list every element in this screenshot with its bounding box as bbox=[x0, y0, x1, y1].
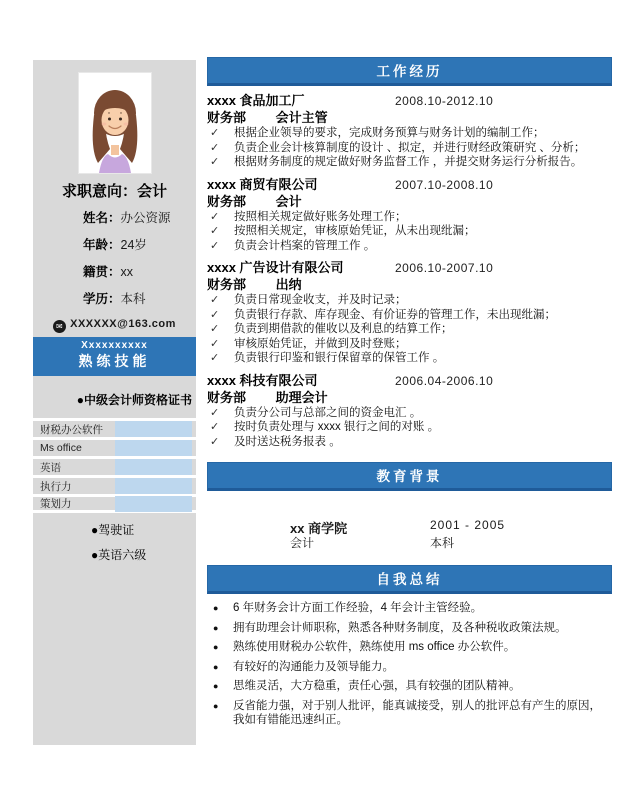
skill-bar-row bbox=[33, 456, 196, 475]
school-name: xx 商学院 bbox=[290, 521, 348, 536]
info-row-age bbox=[83, 237, 196, 254]
summary-item-text: 反省能力强，对于别人批评，能真诚接受，别人的批评总有产生的原因，我如有错能迅速纠正。 bbox=[233, 699, 601, 726]
skill-bars bbox=[33, 418, 196, 513]
bullet-icon: ● bbox=[213, 622, 219, 633]
info-value: 本科 bbox=[120, 292, 146, 306]
extra-item-cet6: ●英语六级 bbox=[91, 548, 147, 562]
work-item bbox=[207, 308, 612, 323]
check-icon: ✓ bbox=[210, 127, 220, 139]
profile-photo bbox=[79, 73, 151, 173]
education-major: 会计 bbox=[290, 536, 315, 550]
work-item-text: 负责银行印鉴和银行保留章的保管工作 。 bbox=[234, 352, 445, 364]
email-address: XXXXXX@163.com bbox=[70, 318, 176, 330]
department: 财务部 bbox=[207, 277, 247, 292]
work-item-text: 及时送达税务报表 。 bbox=[234, 435, 341, 448]
department: 财务部 bbox=[207, 389, 247, 405]
skill-bar-track bbox=[115, 421, 192, 437]
info-value: 24岁 bbox=[120, 238, 147, 252]
skill-bar-label: 策划力 bbox=[40, 498, 72, 510]
summary-item bbox=[207, 679, 612, 694]
summary-item-text: 6 年财务会计方面工作经验，4 年会计主管经验。 bbox=[233, 602, 483, 614]
job-entry bbox=[207, 177, 612, 254]
work-item bbox=[207, 337, 612, 352]
department: 财务部 bbox=[207, 193, 247, 209]
phone-number: Xxxxxxxxxx bbox=[81, 340, 148, 351]
avatar-illustration bbox=[79, 73, 151, 173]
certificate-item: ●中级会计师资格证书 bbox=[76, 393, 192, 407]
info-value: 办公资源 bbox=[120, 211, 171, 225]
skill-bar-label: Ms office bbox=[40, 442, 82, 454]
company-line bbox=[207, 177, 612, 193]
work-item bbox=[207, 351, 612, 366]
job-entry bbox=[207, 373, 612, 450]
summary-item bbox=[207, 621, 612, 636]
email-row bbox=[33, 318, 196, 333]
work-item-text: 按照相关规定，审核原始凭证，从未出现纰漏； bbox=[234, 225, 476, 237]
self-summary-list bbox=[207, 601, 612, 728]
check-icon: ✓ bbox=[210, 225, 220, 237]
company-line bbox=[207, 93, 612, 109]
job-period: 2007.10-2008.10 bbox=[395, 177, 494, 192]
check-icon: ✓ bbox=[210, 337, 220, 350]
job-intent: 求职意向：会计 bbox=[61, 183, 167, 200]
company-line bbox=[207, 260, 612, 276]
work-item-text: 负责到期借款的催收以及利息的结算工作； bbox=[234, 323, 453, 335]
summary-item bbox=[207, 601, 612, 616]
skill-bar-row bbox=[33, 494, 196, 513]
job-role: 会计 bbox=[275, 193, 302, 209]
check-icon: ✓ bbox=[210, 406, 220, 419]
work-item bbox=[207, 224, 612, 239]
bullet-icon: ● bbox=[213, 642, 219, 652]
info-label: 姓名： bbox=[83, 211, 121, 225]
job-entry bbox=[207, 93, 612, 170]
info-row-hometown bbox=[83, 264, 196, 281]
check-icon: ✓ bbox=[210, 156, 220, 168]
section-header-work: 工作经历 bbox=[207, 57, 612, 86]
skill-bar-track bbox=[115, 440, 192, 456]
job-period: 2008.10-2012.10 bbox=[395, 94, 494, 108]
work-item-text: 根据企业领导的要求，完成财务预算与财务计划的编制工作； bbox=[234, 127, 545, 139]
job-period: 2006.04-2006.10 bbox=[395, 373, 494, 388]
extra-item-drivers-license: ●驾驶证 bbox=[91, 523, 135, 537]
section-header-education: 教育背景 bbox=[207, 462, 612, 491]
section-header-summary: 自我总结 bbox=[207, 565, 612, 594]
work-item bbox=[207, 322, 612, 337]
skill-bar-label: 财税办公软件 bbox=[40, 423, 103, 436]
check-icon: ✓ bbox=[210, 308, 220, 321]
summary-item-text: 思维灵活，大方稳重，责任心强，具有较强的团队精神。 bbox=[233, 680, 521, 692]
dept-role-line bbox=[207, 276, 612, 293]
personal-info-list bbox=[33, 210, 196, 308]
work-item-text: 负责日常现金收支，并及时记录； bbox=[234, 294, 407, 306]
work-item bbox=[207, 141, 612, 156]
skill-bar-track bbox=[115, 478, 192, 494]
info-row-education bbox=[83, 291, 196, 308]
summary-item-text: 有较好的沟通能力及领导能力。 bbox=[233, 660, 394, 673]
work-item-text: 负责会计档案的管理工作 。 bbox=[234, 239, 376, 252]
work-item-text: 根据财务制度的规定做好财务监督工作 ，并提交财务运行分析报告。 bbox=[234, 156, 583, 168]
info-label: 学历： bbox=[83, 292, 121, 306]
department: 财务部 bbox=[207, 110, 247, 125]
work-item-text: 审核原始凭证，并做到及时登账； bbox=[234, 337, 407, 350]
job-period: 2006.10-2007.10 bbox=[395, 261, 494, 275]
info-row-name bbox=[83, 210, 196, 227]
skill-bar-track bbox=[115, 496, 192, 512]
check-icon: ✓ bbox=[210, 435, 220, 448]
main-content bbox=[207, 57, 612, 733]
dept-role-line bbox=[207, 389, 612, 406]
work-item bbox=[207, 210, 612, 225]
info-value: xx bbox=[120, 265, 134, 279]
skills-title: 熟练技能 bbox=[78, 353, 151, 369]
work-item bbox=[207, 293, 612, 308]
check-icon: ✓ bbox=[210, 141, 220, 154]
skills-section-header bbox=[33, 337, 196, 376]
check-icon: ✓ bbox=[210, 210, 220, 223]
company-name: xxxx 商贸有限公司 bbox=[207, 176, 318, 192]
bullet-icon: ● bbox=[213, 700, 219, 711]
skill-bar-track bbox=[115, 459, 192, 475]
work-item-text: 负责分公司与总部之间的资金电汇 。 bbox=[234, 406, 422, 419]
work-item bbox=[207, 420, 612, 435]
dept-role-line bbox=[207, 193, 612, 210]
summary-item bbox=[207, 660, 612, 675]
job-entry bbox=[207, 260, 612, 366]
check-icon: ✓ bbox=[210, 421, 220, 433]
email-icon: ✉ bbox=[53, 320, 66, 333]
company-name: xxxx 食品加工厂 bbox=[207, 93, 305, 108]
education-entry bbox=[207, 518, 612, 550]
summary-item bbox=[207, 699, 612, 728]
check-icon: ✓ bbox=[210, 239, 220, 252]
sidebar bbox=[33, 60, 196, 745]
skill-bar-label: 英语 bbox=[40, 461, 61, 474]
job-role: 出纳 bbox=[275, 277, 302, 292]
skill-bar-row bbox=[33, 437, 196, 456]
skill-bar-row bbox=[33, 418, 196, 437]
company-name: xxxx 科技有限公司 bbox=[207, 372, 318, 388]
work-item bbox=[207, 406, 612, 421]
summary-item-text: 熟练使用财税办公软件，熟练使用 ms office 办公软件。 bbox=[233, 641, 516, 653]
summary-item-text: 拥有助理会计师职称，熟悉各种财务制度，及各种税收政策法规。 bbox=[233, 621, 567, 634]
check-icon: ✓ bbox=[210, 294, 220, 306]
education-degree: 本科 bbox=[430, 536, 455, 550]
info-label: 籍贯： bbox=[83, 265, 121, 279]
check-icon: ✓ bbox=[210, 323, 220, 335]
company-line bbox=[207, 373, 612, 389]
work-item-text: 按照相关规定做好账务处理工作； bbox=[234, 210, 407, 223]
work-item bbox=[207, 239, 612, 254]
job-role: 助理会计 bbox=[275, 389, 328, 405]
dept-role-line bbox=[207, 109, 612, 126]
skill-bar-row bbox=[33, 475, 196, 494]
work-item-text: 负责企业会计核算制度的设计 、拟定，并进行财经政策研究 、分析； bbox=[234, 141, 586, 154]
education-period: 2001 - 2005 bbox=[430, 518, 506, 532]
check-icon: ✓ bbox=[210, 352, 220, 364]
work-item-text: 按时负责处理与 xxxx 银行之间的对账 。 bbox=[234, 421, 440, 433]
bullet-icon: ● bbox=[213, 603, 219, 613]
work-item bbox=[207, 126, 612, 141]
job-role: 会计主管 bbox=[275, 110, 328, 125]
work-item-text: 负责银行存款、库存现金、有价证券的管理工作，未出现纰漏； bbox=[234, 308, 556, 321]
skill-bar-label: 执行力 bbox=[40, 480, 72, 493]
bullet-icon: ● bbox=[213, 681, 219, 691]
bullet-icon: ● bbox=[213, 661, 219, 672]
work-item bbox=[207, 155, 612, 170]
summary-item bbox=[207, 640, 612, 655]
info-label: 年龄： bbox=[83, 238, 121, 252]
company-name: xxxx 广告设计有限公司 bbox=[207, 260, 344, 275]
work-item bbox=[207, 435, 612, 450]
